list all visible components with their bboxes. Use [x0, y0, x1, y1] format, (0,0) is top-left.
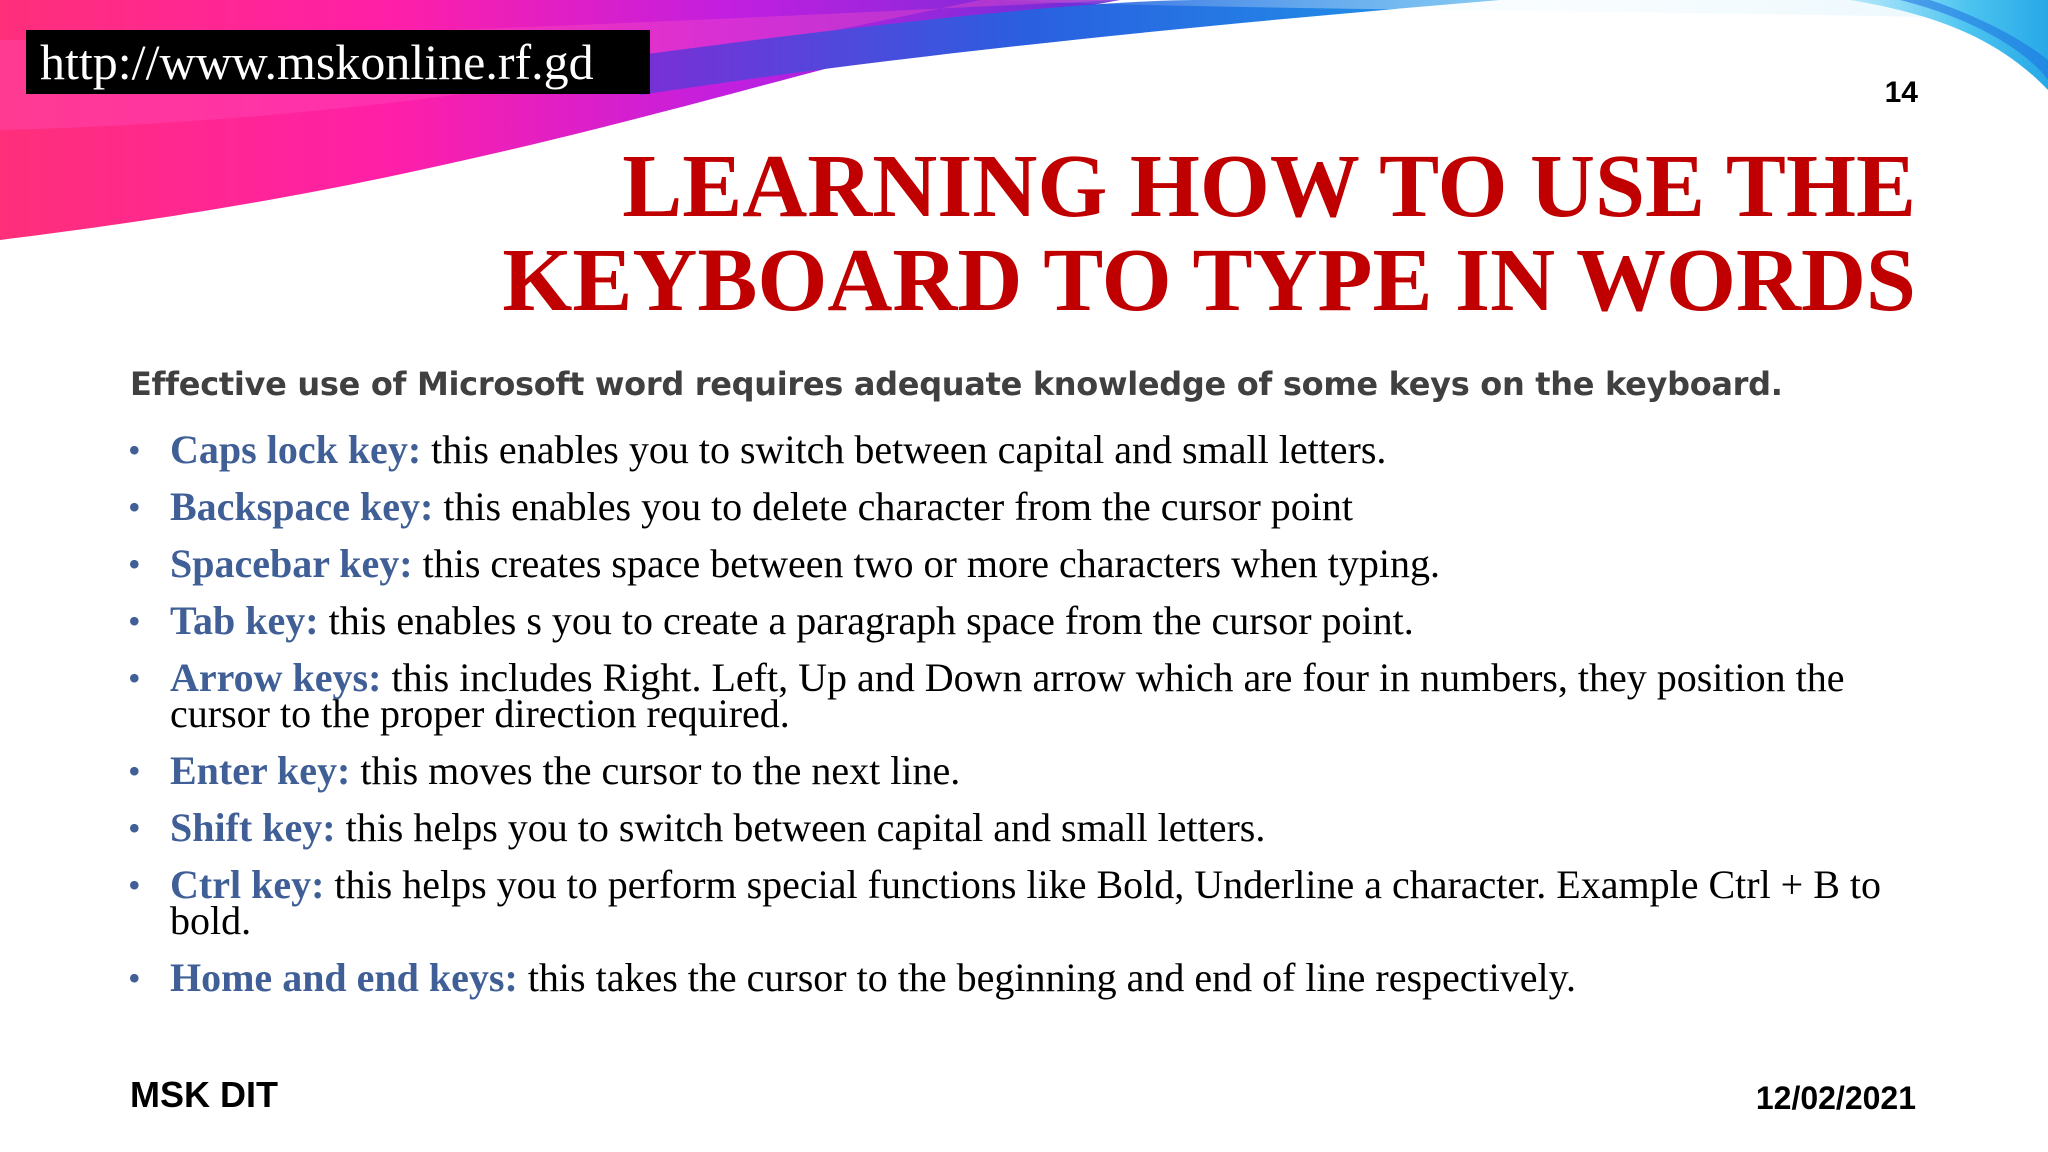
key-term: Home and end keys: — [170, 955, 518, 1000]
bullet-dot-icon: • — [128, 751, 141, 791]
key-term: Ctrl key: — [170, 862, 325, 907]
key-description: this takes the cursor to the beginning and end of line respectively. — [517, 955, 1577, 1000]
bullet-arrow-keys — [128, 655, 1918, 736]
bullet-home-end — [128, 955, 1918, 1000]
bullet-backspace — [128, 484, 1918, 529]
title-line-1: LEARNING HOW TO USE THE — [622, 137, 1916, 236]
key-description: this helps you to switch between capital and small letters. — [335, 805, 1266, 850]
key-description: this enables you to delete character from the cursor point — [433, 484, 1353, 529]
slide-title — [416, 137, 1916, 330]
key-term: Backspace key: — [170, 484, 434, 529]
bullet-dot-icon: • — [128, 544, 141, 584]
key-term: Tab key: — [170, 598, 319, 643]
key-term: Enter key: — [170, 748, 351, 793]
intro-text: Effective use of Microsoft word requires adequate knowledge of some keys on the keyboard. — [130, 365, 1783, 403]
bullet-tab — [128, 598, 1918, 643]
bullet-caps-lock — [128, 427, 1918, 472]
website-url-label: http://www.mskonline.rf.gd — [26, 30, 650, 94]
key-description: this includes Right. Left, Up and Down arrow which are four in numbers, they position the cursor to the proper direction required. — [170, 655, 1845, 736]
key-term: Shift key: — [170, 805, 336, 850]
bullet-dot-icon: • — [128, 601, 141, 641]
bullet-ctrl — [128, 862, 1918, 943]
key-description: this moves the cursor to the next line. — [350, 748, 961, 793]
bullet-shift — [128, 805, 1918, 850]
key-description: this creates space between two or more characters when typing. — [412, 541, 1440, 586]
bullet-dot-icon: • — [128, 487, 141, 527]
key-term: Spacebar key: — [170, 541, 413, 586]
bullet-dot-icon: • — [128, 958, 141, 998]
bullet-list — [128, 420, 1918, 1000]
key-description: this helps you to perform special functions like Bold, Underline a character. Example Ctrl + B to bold. — [170, 862, 1882, 943]
slide-number: 14 — [1884, 76, 1918, 109]
key-description: this enables s you to create a paragraph space from the cursor point. — [318, 598, 1414, 643]
key-description: this enables you to switch between capital and small letters. — [421, 427, 1387, 472]
bullet-dot-icon: • — [128, 808, 141, 848]
footer-date: 12/02/2021 — [1755, 1080, 1916, 1116]
title-line-2: KEYBOARD TO TYPE IN WORDS — [502, 231, 1916, 330]
bullet-dot-icon: • — [128, 865, 141, 905]
bullet-dot-icon: • — [128, 658, 141, 698]
bullet-spacebar — [128, 541, 1918, 586]
footer-organization: MSK DIT — [130, 1074, 278, 1115]
key-term: Arrow keys: — [170, 655, 382, 700]
key-term: Caps lock key: — [170, 427, 422, 472]
bullet-dot-icon: • — [128, 430, 141, 470]
bullet-enter — [128, 748, 1918, 793]
